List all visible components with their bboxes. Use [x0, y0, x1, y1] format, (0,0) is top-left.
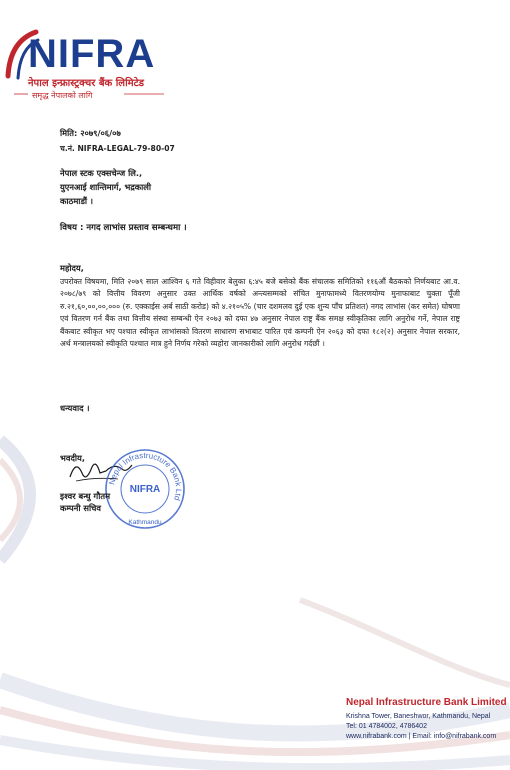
letter-date: मिति: २०७९/०६/०७ [60, 128, 121, 138]
official-stamp [104, 448, 186, 530]
bank-name-nepali: नेपाल इन्फ्रास्ट्रक्चर बैंक लिमिटेड [28, 78, 145, 89]
bank-logo [0, 18, 200, 100]
letterhead-footer [346, 697, 510, 742]
bank-tagline: समृद्ध नेपालको लागि [32, 91, 93, 100]
stamp-ring-text: Nepal Infrastructure Bank Ltd [107, 450, 184, 502]
signoff: भवदीय, [60, 453, 85, 463]
recipient-line: काठमाडौं । [60, 196, 94, 206]
letter-body: उपरोक्त विषयमा, मिति २०७९ साल आश्विन ६ गते विहीवार बेलुका ६:४५ बजे बसेको बैंक संचालक समितिको ११६औं बैठकको निर्णयबाट आ.व. २०७८/७९ को वित्तीय विवरण अनुसार उक्त आर्थिक वर्षको अन्त्यसम्मको संचित मुनाफामध्ये वितरणयोग्य मुनाफाबाट चुक्ता पूँजी रु.२१,६०,००,००,००० (रु. एक्काईस अर्ब साठी करोड) को ४.२१०५% (चार दशमलव दुई एक शुन्य पाँच प्रतिशत) नगद लाभांस (कर समेत) घोषणा एवं वितरण गर्न बैंक तथा वित्तीय संस्था सम्बन्धी ऐन २०७३ को दफा ४७ अनुसार नेपाल राष्ट्र बैंक समक्ष स्वीकृतिका लागि अनुरोध गर्ने, नेपाल राष्ट्र बैंकबाट स्वीकृत भए पश्चात स्वीकृत लाभांसको वितरण साधारण सभाबाट पारित एवं कम्पनी ऐन २०६३ को दफा १८२(२) अनुसार नेपाल सरकार, अर्थ मन्त्रालयको स्वीकृति पश्चात मात्र हुने निर्णय गरेको व्यहोरा जानकारीको लागि अनुरोध गर्दछौं । [60, 277, 460, 349]
signatory-title: कम्पनी सचिव [60, 503, 102, 513]
footer-bank-name: Nepal Infrastructure Bank Limited [346, 697, 507, 708]
footer-web-email: www.nifrabank.com | Email: info@nifrabank.com [346, 733, 497, 740]
stamp-city-text: Kathmandu [128, 519, 162, 526]
footer-address: Krishna Tower, Baneshwor, Kathmandu, Nepal [346, 713, 491, 720]
recipient-line: नेपाल स्टक एक्सचेन्ज लि., [60, 168, 143, 178]
recipient-line: युएनआई शान्तिमार्ग, भद्रकाली [60, 182, 152, 192]
reference-number: च.नं. NIFRA-LEGAL-79-80-07 [60, 144, 175, 153]
stamp-center-text: NIFRA [129, 484, 161, 495]
closing: धन्यवाद । [60, 403, 90, 413]
footer-telephone: Tel: 01 4784002, 4786402 [346, 723, 427, 730]
salutation: महोदय, [60, 263, 84, 273]
letter-subject: विषय : नगद लाभांस प्रस्ताव सम्बन्धमा । [60, 223, 187, 233]
logo-wordmark: NIFRA [28, 32, 156, 76]
signatory-name: इश्वर बन्धु गौतम [60, 491, 111, 501]
